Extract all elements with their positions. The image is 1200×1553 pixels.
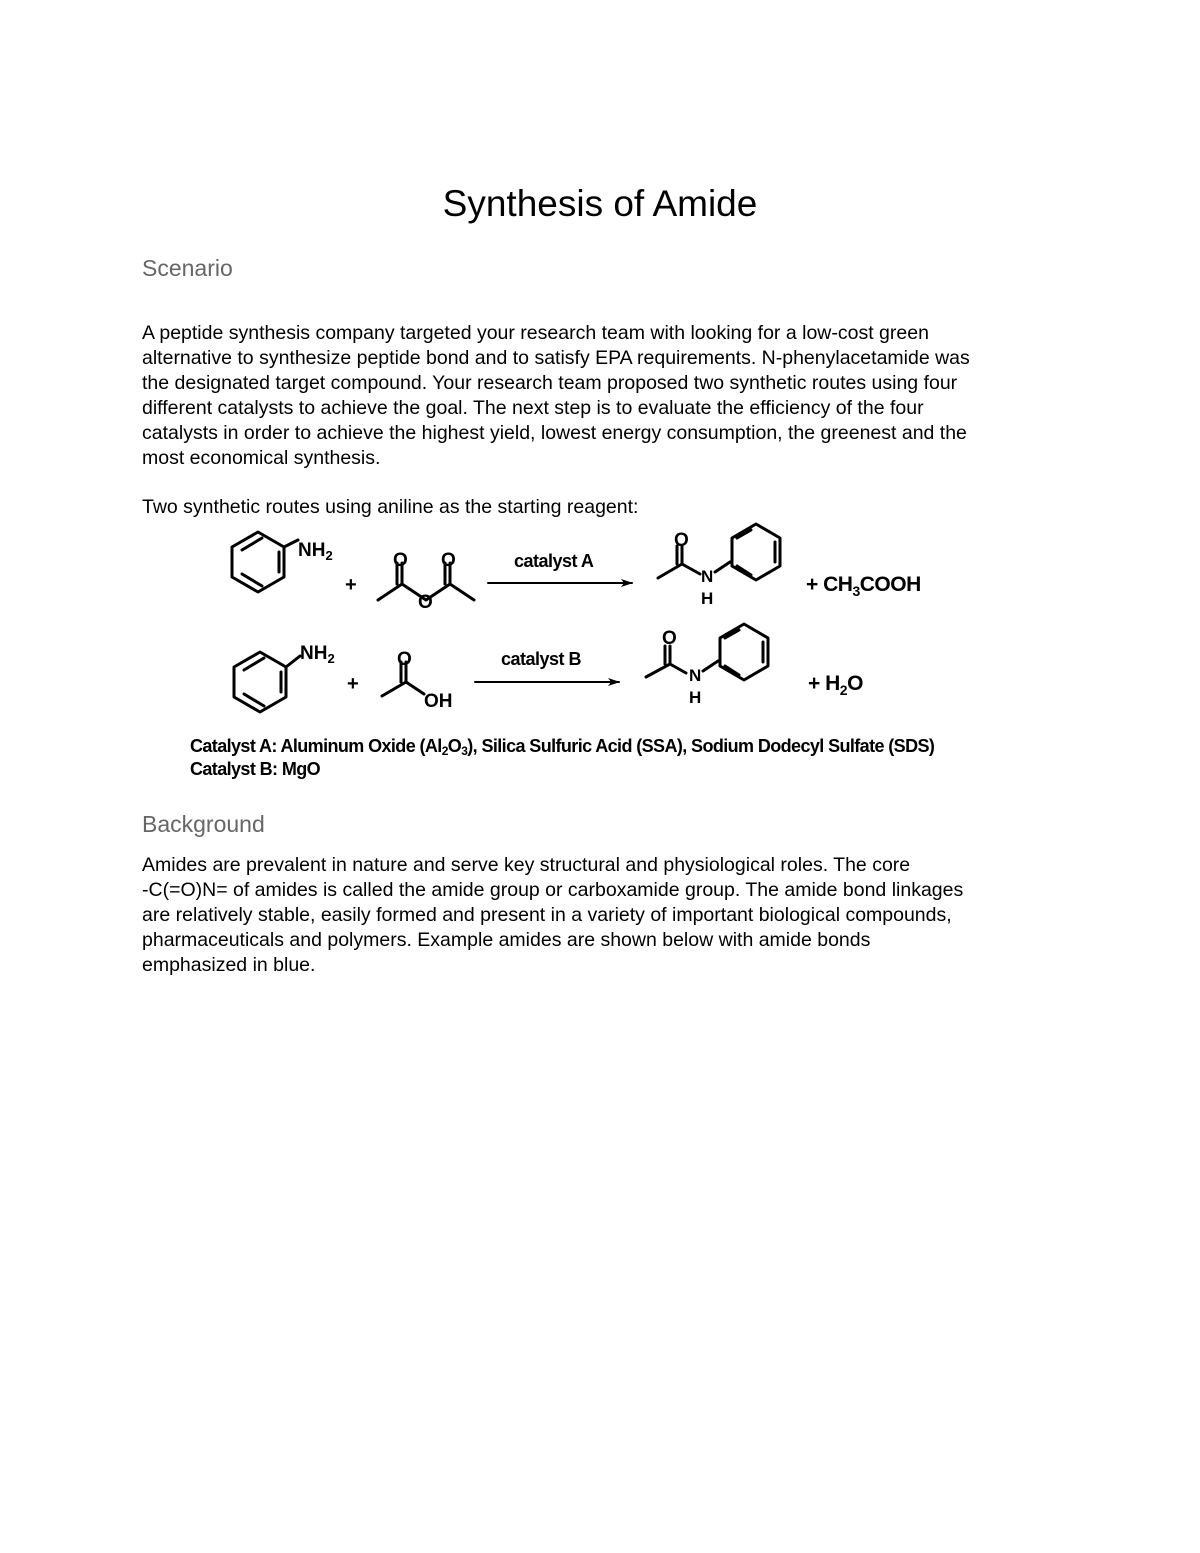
page-title: Synthesis of Amide (442, 183, 758, 224)
byproduct-acetic-acid: + $CH_3COOH$ (806, 573, 921, 599)
reaction-scheme (0, 0, 1200, 720)
product-n-label: N (701, 567, 714, 586)
catalyst-a-label: catalyst A (514, 551, 594, 571)
background-line: -C(=O)N= of amides is called the amide group or carboxamide group. The amide bond linkages (142, 879, 964, 901)
oh-label: OH (424, 691, 453, 712)
aniline-ring-a (232, 532, 298, 592)
product-h-label: H (701, 589, 714, 608)
background-line: emphasized in blue. (142, 954, 316, 976)
plus-sign-a: + (345, 574, 357, 596)
product-o-label: O (674, 530, 689, 551)
routes-intro-text: Two synthetic routes using aniline as the starting reagent: (142, 496, 639, 518)
scenario-line: different catalysts to achieve the goal. The next step is to evaluate the efficiency of the four (142, 397, 924, 419)
nh2-label-b: $NH_2$ (300, 643, 335, 666)
byproduct-water: + $H_2O$ (808, 672, 863, 698)
scenario-heading: Scenario (142, 255, 233, 281)
product-h-label: H (689, 688, 702, 707)
plus-sign-b: + (347, 673, 359, 695)
catalyst-a-definition: Catalyst A: Aluminum Oxide $(Al_2O_3)$, Silica Sulfuric Acid (SSA), Sodium Dodecyl Sulfate (SDS) (190, 736, 935, 758)
scenario-line: alternative to synthesize peptide bond and to satisfy EPA requirements. N-phenylacetamide was (142, 347, 970, 369)
carbonyl-o-label: O (393, 550, 408, 571)
scenario-line: most economical synthesis. (142, 447, 381, 469)
ether-o-label: O (418, 592, 433, 613)
product-o-label: O (662, 628, 677, 649)
background-line: Amides are prevalent in nature and serve key structural and physiological roles. The core (142, 854, 911, 876)
catalyst-b-definition: Catalyst B: MgO (190, 759, 321, 779)
background-line: are relatively stable, easily formed and present in a variety of important biological compounds, (142, 904, 952, 926)
background-heading: Background (142, 811, 265, 837)
background-paragraph (142, 853, 1082, 978)
scenario-line: the designated target compound. Your research team proposed two synthetic routes using four (142, 372, 958, 394)
scenario-line: catalysts in order to achieve the highest yield, lowest energy consumption, the greenest and the (142, 422, 967, 444)
aniline-ring-b (234, 652, 300, 712)
catalyst-b-label: catalyst B (501, 649, 582, 669)
scenario-line: A peptide synthesis company targeted your research team with looking for a low-cost green (142, 322, 929, 344)
background-line: pharmaceuticals and polymers. Example amides are shown below with amide bonds (142, 929, 871, 951)
carbonyl-o-label: O (441, 550, 456, 571)
nh2-label-a: $NH_2$ (298, 540, 333, 563)
product-n-label: N (689, 666, 702, 685)
acid-o-label: O (397, 649, 412, 670)
